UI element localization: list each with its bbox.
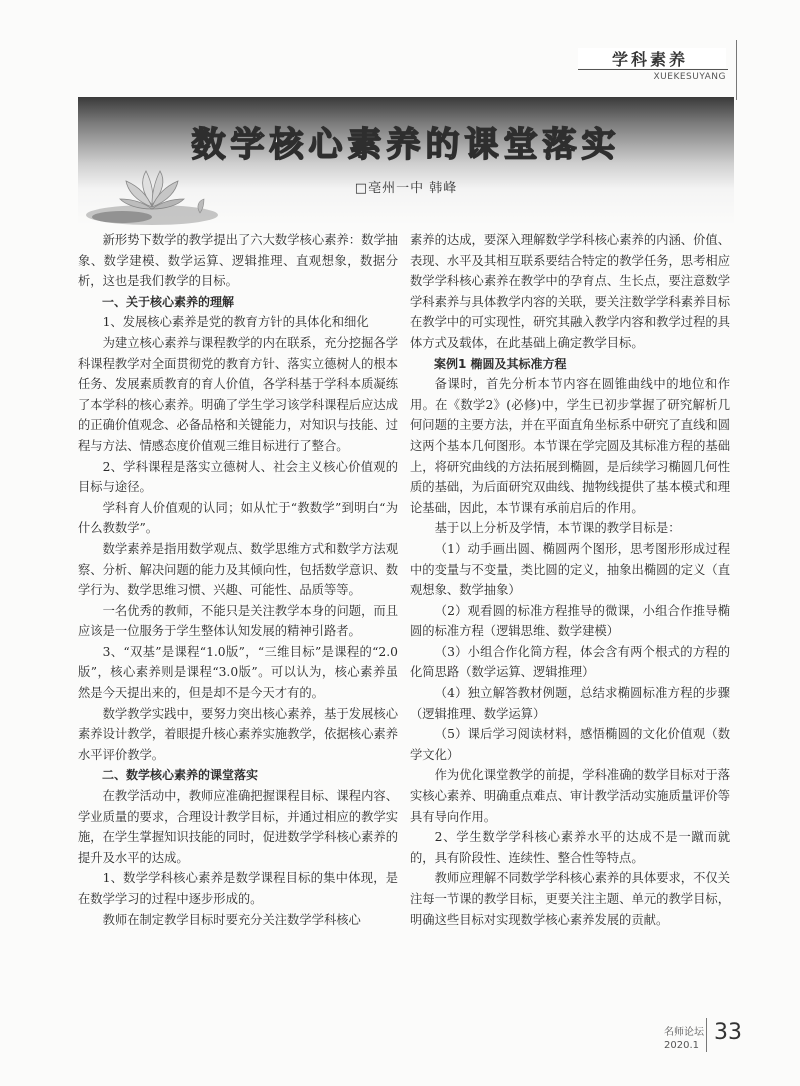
paragraph: 基于以上分析及学情，本节课的教学目标是： — [434, 521, 681, 536]
paragraph: 素养的达成，要深入理解数学学科核心素养的内涵、价值、表现、水平及其相互联系要结合特定的教学任务，思考相应数学学科核心素养在教学中的孕育点、生长点，要注意数学学科素养与具体教学内容的关联，要关注数学学科素养目标在教学中的可实现性，研究其融入教学内容和教学过程的具体方式及载体，在此基础上确定教学目标。 — [410, 233, 730, 350]
right-text-column — [410, 230, 730, 930]
paragraph: 2、学科课程是落实立德树人、社会主义核心价值观的目标与途径。 — [78, 459, 398, 495]
journal-name: 名师论坛 — [664, 1027, 704, 1038]
paragraph: 为建立核心素养与课程教学的内在联系，充分挖掘各学科课程教学对全面贯彻党的教育方针、落实立德树人的根本任务、发展素质教育的育人价值，各学科基于学科本质凝练了本学科的核心素养。明确了学生学习该学科课程后应达成的正确价值观念、必备品格和关键能力，对知识与技能、过程与方法、情感态度价值观三维目标进行了整合。 — [78, 335, 398, 453]
paragraph: 作为优化课堂教学的前提，学科准确的数学目标对于落实核心素养、明确重点难点、审计教学活动实施质量评价等具有导向作用。 — [410, 768, 730, 824]
section-title: 学科素养 — [612, 50, 689, 69]
article-author: □亳州一中 韩峰 — [354, 181, 458, 196]
section-pinyin: XUEKESUYANG — [653, 72, 726, 82]
paragraph: 教师在制定教学目标时要充分关注数学学科核心 — [102, 912, 361, 927]
left-text-column — [78, 230, 398, 930]
paragraph: （4）独立解答教材例题，总结求椭圆标准方程的步骤（逻辑推理、数学运算） — [410, 686, 730, 721]
section-heading: 一、关于核心素养的理解 — [102, 294, 235, 309]
footer-vertical-rule — [706, 1018, 707, 1052]
paragraph: 一名优秀的教师，不能只是关注教学本身的问题，而且应该是一位服务于学生整体认知发展的精神引路者。 — [78, 603, 398, 639]
issue-date: 2020.1 — [664, 1040, 699, 1051]
paragraph: 备课时，首先分析本节内容在圆锥曲线中的地位和作用。在《数学2》(必修)中，学生已初步掌握了研究解析几何问题的主要方法，并在平面直角坐标系中研究了直线和圆这两个基本几何图形。本节课在学完圆及其标准方程的基础上，将研究曲线的方法拓展到椭圆，是后续学习椭圆几何性质的基础，为后面研究双曲线、抛物线提供了基本模式和理论基础，因此，本节课有承前启后的作用。 — [410, 377, 730, 515]
paragraph: （2）观看圆的标准方程推导的微课，小组合作推导椭圆的标准方程（逻辑思维、数学建模） — [410, 603, 730, 639]
paragraph: 数学教学实践中，要努力突出核心素养，基于发展核心素养设计教学，着眼提升核心素养实施教学，依据核心素养水平评价教学。 — [78, 706, 398, 762]
section-heading: 案例1 椭圆及其标准方程 — [434, 356, 567, 371]
paragraph: 3、“双基”是课程“1.0版”，“三维目标”是课程的“2.0版”，核心素养则是课程“3.0版”。可以认为，核心素养虽然是今天提出来的，但是却不是今天才有的。 — [78, 644, 398, 701]
paragraph: 1、数学学科核心素养是数学课程目标的集中体现，是在数学学习的过程中逐步形成的。 — [78, 871, 398, 906]
paragraph: 新形势下数学的教学提出了六大数学核心素养：数学抽象、数学建模、数学运算、逻辑推理、直观想象，数据分析，这也是我们教学的目标。 — [78, 233, 398, 289]
title-banner — [78, 97, 734, 225]
paragraph: （1）动手画出圆、椭圆两个图形，思考图形形成过程中的变量与不变量，类比圆的定义，抽象出椭圆的定义（直观想象、数学抽象） — [410, 541, 730, 598]
paragraph: （5）课后学习阅读材料，感悟椭圆的文化价值观（数学文化） — [410, 727, 730, 762]
paragraph: 2、学生数学学科核心素养水平的达成不是一蹴而就的，具有阶段性、连续性、整合性等特点。 — [410, 830, 730, 865]
paragraph: 学科育人价值观的认同；如从忙于“教数学”到明白“为什么教数学”。 — [78, 500, 398, 536]
paragraph: 数学素养是指用数学观点、数学思维方式和数学方法观察、分析、解决问题的能力及其倾向性，包括数学意识、数学行为、数学思维习惯、兴趣、可能性、品质等等。 — [78, 541, 398, 598]
article-title: 数学核心素养的课堂落实 — [191, 125, 621, 165]
section-heading: 二、数学核心素养的课堂落实 — [102, 768, 259, 783]
header-divider — [578, 69, 728, 70]
paragraph: 教师应理解不同数学学科核心素养的具体要求，不仅关注每一节课的教学目标，更要关注主题、单元的教学目标，明确这些目标对实现数学核心素养发展的贡献。 — [410, 871, 730, 927]
page-number: 33 — [714, 1020, 742, 1045]
paragraph: 1、发展核心素养是党的教育方针的具体化和细化 — [102, 315, 369, 330]
header-vertical-rule — [736, 40, 737, 100]
paragraph: 在教学活动中，教师应准确把握课程目标、课程内容、学业质量的要求，合理设计教学目标，并通过相应的教学实施，在学生掌握知识技能的同时，促进数学学科核心素养的提升及水平的达成。 — [78, 789, 398, 865]
paragraph: （3）小组合作化简方程，体会含有两个根式的方程的化简思路（数学运算、逻辑推理） — [410, 644, 730, 680]
